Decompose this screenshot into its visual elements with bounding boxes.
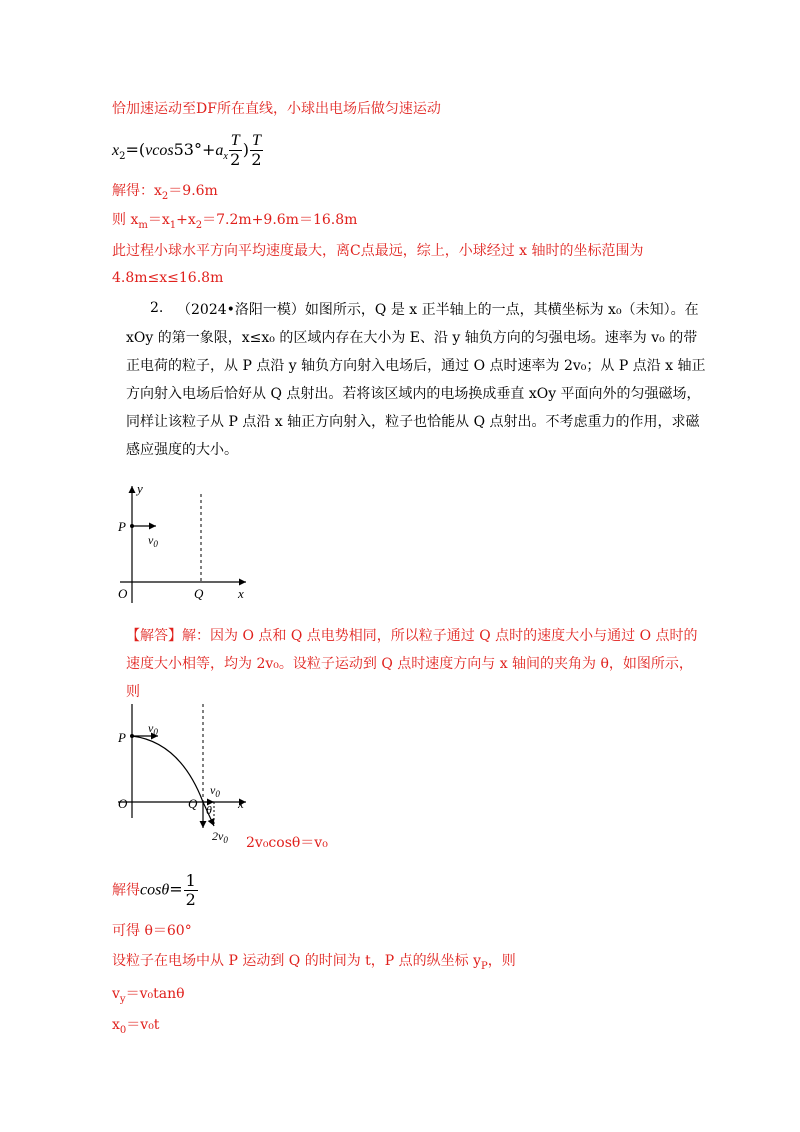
formula-53: 53 [173, 140, 194, 159]
formula-plus: + [201, 140, 216, 159]
label-q: Q [194, 586, 204, 601]
answer-text [126, 622, 706, 706]
label-p: P [118, 730, 126, 745]
equation-2v0cos: 2v₀cosθ＝v₀ [246, 835, 328, 851]
solution-x0 [112, 1014, 159, 1036]
label-x: x [238, 796, 244, 811]
formula-a: a [215, 142, 224, 159]
text-span: ＝v₀t [126, 1017, 160, 1033]
text-span: +x [176, 212, 196, 228]
text-span: ，则 [487, 953, 516, 969]
formula-degree: ° [193, 140, 202, 159]
formula-frac-2 [250, 132, 263, 169]
formula-x2 [112, 132, 264, 169]
label-x: x [238, 586, 244, 601]
label-o: O [118, 586, 128, 601]
frac-num: 1 [185, 871, 196, 890]
label-theta: θ [206, 803, 212, 817]
solution-time [112, 950, 516, 972]
label-q: Q [188, 796, 198, 811]
answer-tag: 【解答】 [126, 628, 182, 644]
formula-close: ) [242, 140, 249, 159]
frac-den: 2 [230, 150, 241, 169]
text-sub: 2 [161, 190, 169, 202]
label-y: y [137, 481, 143, 496]
text-line-4: 此过程小球水平方向平均速度最大，离C点最远，综上，小球经过 x 轴时的坐标范围为 [112, 243, 644, 259]
label-v0: $v_0$ [148, 533, 158, 549]
frac-num: T [251, 132, 261, 149]
text-span: 设粒子在电场中从 P 运动到 Q 的时间为 t，P 点的纵坐标 y [112, 953, 482, 969]
formula-frac-1 [229, 132, 242, 169]
text-sub: y [119, 993, 126, 1005]
text-span: 则 x [112, 212, 139, 228]
frac-half [184, 872, 198, 909]
text-sub: 0 [119, 1024, 127, 1036]
text-sub: m [138, 219, 148, 231]
text-span: x [112, 1017, 120, 1033]
text-span: v [112, 986, 120, 1002]
label-v0-q: $v_0$ [210, 783, 220, 799]
solution-theta: 可得 θ＝60° [112, 923, 192, 939]
trajectory-curve [132, 736, 203, 802]
text-line-1: 恰加速运动至DF所在直线，小球出电场后做匀速运动 [112, 101, 441, 117]
frac-num: T [230, 132, 240, 149]
text-span: 解得：x [112, 183, 162, 199]
text-line-3 [112, 209, 357, 231]
answer-body: 解：因为 O 点和 Q 点电势相同，所以粒子通过 Q 点时的速度大小与通过 O 点时的速度大小相等，均为 2v₀。设粒子运动到 Q 点时速度方向与 x 轴间的夹角为 θ，如图所示，则 [126, 628, 698, 700]
text-sub: P [481, 960, 488, 972]
label-v0-top: $v_0$ [148, 721, 158, 737]
figure-1 [110, 478, 270, 608]
solution-vy [112, 983, 185, 1005]
figure-2 [110, 698, 270, 848]
formula-vcos: vcos [145, 142, 174, 159]
text-span: ＝v₀tanθ [125, 986, 185, 1002]
frac-den: 2 [251, 150, 262, 169]
problem-text: （2024•洛阳一模）如图所示，Q 是 x 正半轴上的一点，其横坐标为 x₀（未知）。在 xOy 的第一象限，x≤x₀ 的区域内存在大小为 E、沿 y 轴负方向的匀强电场。速率为 v₀ 的带正电荷的粒子，从 P 点沿 y 轴负方向射入电场后，通过 O 点时速率为 2v₀；从 P 点沿 x 轴正方向射入电场后恰好从 Q 点射出。若将该区域内的电场换成垂直 xOy 平面向外的匀强磁场，同样让该粒子从 P 点沿 x 轴正方向射入，粒子也恰能从 Q 点射出。不考虑重力的作用，求磁感应强度的大小。 [126, 302, 706, 458]
text-span: ＝x [147, 212, 170, 228]
formula-sub: 2 [119, 151, 126, 163]
eq-sign: = [169, 879, 183, 899]
formula-a-sub: x [223, 151, 228, 163]
text-span: ＝9.6m [168, 183, 218, 199]
label-2v0: $2v_0$ [212, 829, 228, 845]
label-p: P [118, 519, 126, 534]
solution-cos [112, 872, 199, 909]
text-line-2 [112, 180, 218, 202]
formula-eq: =( [125, 140, 146, 159]
problem-number: 2. [150, 300, 164, 316]
formula-symbol-x: x [112, 142, 120, 159]
text-line-5: 4.8m≤x≤16.8m [112, 270, 224, 286]
label-o: O [118, 796, 128, 811]
text-span: ＝7.2m+9.6m＝16.8m [202, 212, 358, 228]
text-span: 解得 [112, 882, 140, 899]
frac-den: 2 [185, 890, 196, 909]
cos-symbol: cosθ [140, 881, 170, 899]
text-sub: 1 [169, 219, 177, 231]
text-sub: 2 [195, 219, 203, 231]
